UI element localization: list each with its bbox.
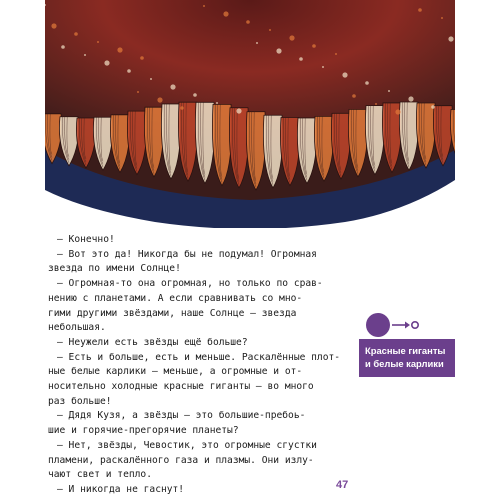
spark-dot	[74, 32, 78, 36]
body-line: — Вот это да! Никогда бы не подумал! Огромная	[57, 248, 317, 260]
spark-dot	[269, 29, 271, 31]
spark-dot	[203, 5, 205, 7]
sun-illustration	[45, 0, 455, 228]
spark-dot	[431, 105, 435, 109]
spark-dot	[299, 57, 303, 61]
spark-dot	[51, 23, 56, 28]
spark-dot	[216, 102, 218, 104]
body-line: пламени, раскалённого газа и плазмы. Они излу-	[48, 454, 314, 466]
spark-dot	[157, 97, 162, 102]
body-line: гими другими звёздами, наше Солнце — звезда	[48, 307, 297, 319]
spark-dot	[395, 109, 400, 114]
spark-dot	[365, 81, 369, 85]
spark-dot	[388, 90, 390, 92]
body-line: — Неужели есть звёзды ещё больше?	[57, 336, 248, 348]
spark-dot	[335, 53, 337, 55]
sidebar-label-line1: Красные гиганты	[365, 345, 446, 356]
spark-dot	[246, 20, 250, 24]
body-line: — Есть и больше, есть и меньше. Раскалённые плот-	[57, 351, 341, 363]
spark-dot	[256, 42, 258, 44]
spark-dot	[127, 69, 131, 73]
body-line: нению с планетами. А если сравнивать со мно-	[48, 292, 303, 304]
arrow-head	[405, 322, 410, 329]
spark-dot	[61, 45, 65, 49]
spark-dot	[289, 35, 294, 40]
spark-dot	[342, 72, 347, 77]
spark-dot	[352, 94, 356, 98]
spark-dot	[276, 48, 281, 53]
white-dwarf-circle	[412, 322, 418, 328]
body-line: — Нет, звёзды, Чевостик, это огромные сгустки	[57, 439, 317, 451]
body-line: носительно холодные красные гиганты — во много	[48, 381, 314, 393]
red-giant-to-white-dwarf-icon	[365, 310, 425, 340]
spark-dot	[418, 8, 422, 12]
spark-dot	[223, 11, 228, 16]
body-line: — Конечно!	[57, 234, 115, 245]
sidebar-label	[359, 339, 455, 377]
sidebar-label-line2: и белые карлики	[365, 358, 444, 369]
page-number: 47	[336, 479, 349, 491]
body-line: небольшая.	[48, 322, 106, 334]
body-line: звезда по имени Солнце!	[48, 263, 181, 275]
spark-dot	[193, 93, 197, 97]
spark-dot	[408, 96, 413, 101]
body-line: чают свет и тепло.	[48, 469, 152, 481]
spark-dot	[180, 106, 184, 110]
spark-dot	[170, 84, 175, 89]
body-line: — Дядя Кузя, а звёзды — это большие-пребоь-	[57, 410, 306, 422]
body-line: раз больше!	[48, 395, 112, 407]
spark-dot	[137, 91, 139, 93]
spark-dot	[140, 56, 144, 60]
spark-dot	[104, 60, 109, 65]
spark-dot	[448, 36, 453, 41]
spark-dot	[441, 17, 443, 19]
body-line: — И никогда не гаснут!	[57, 483, 185, 495]
spark-dot	[150, 78, 152, 80]
red-giant-circle	[366, 313, 390, 337]
spark-dot	[312, 44, 316, 48]
body-line: ные белые карлики — меньше, а огромные и от-	[48, 366, 303, 378]
spark-dot	[117, 47, 122, 52]
spark-dot	[84, 54, 86, 56]
body-line: шие и горячие-прегорячие планеты?	[48, 425, 239, 437]
spark-dot	[322, 66, 324, 68]
spark-dot	[375, 103, 377, 105]
spark-dot	[97, 41, 99, 43]
body-line: — Огромная-то она огромная, но только по срав-	[57, 278, 323, 290]
spark-dot	[236, 108, 241, 113]
body-text	[48, 233, 348, 498]
sun-surface-illustration	[45, 0, 455, 228]
